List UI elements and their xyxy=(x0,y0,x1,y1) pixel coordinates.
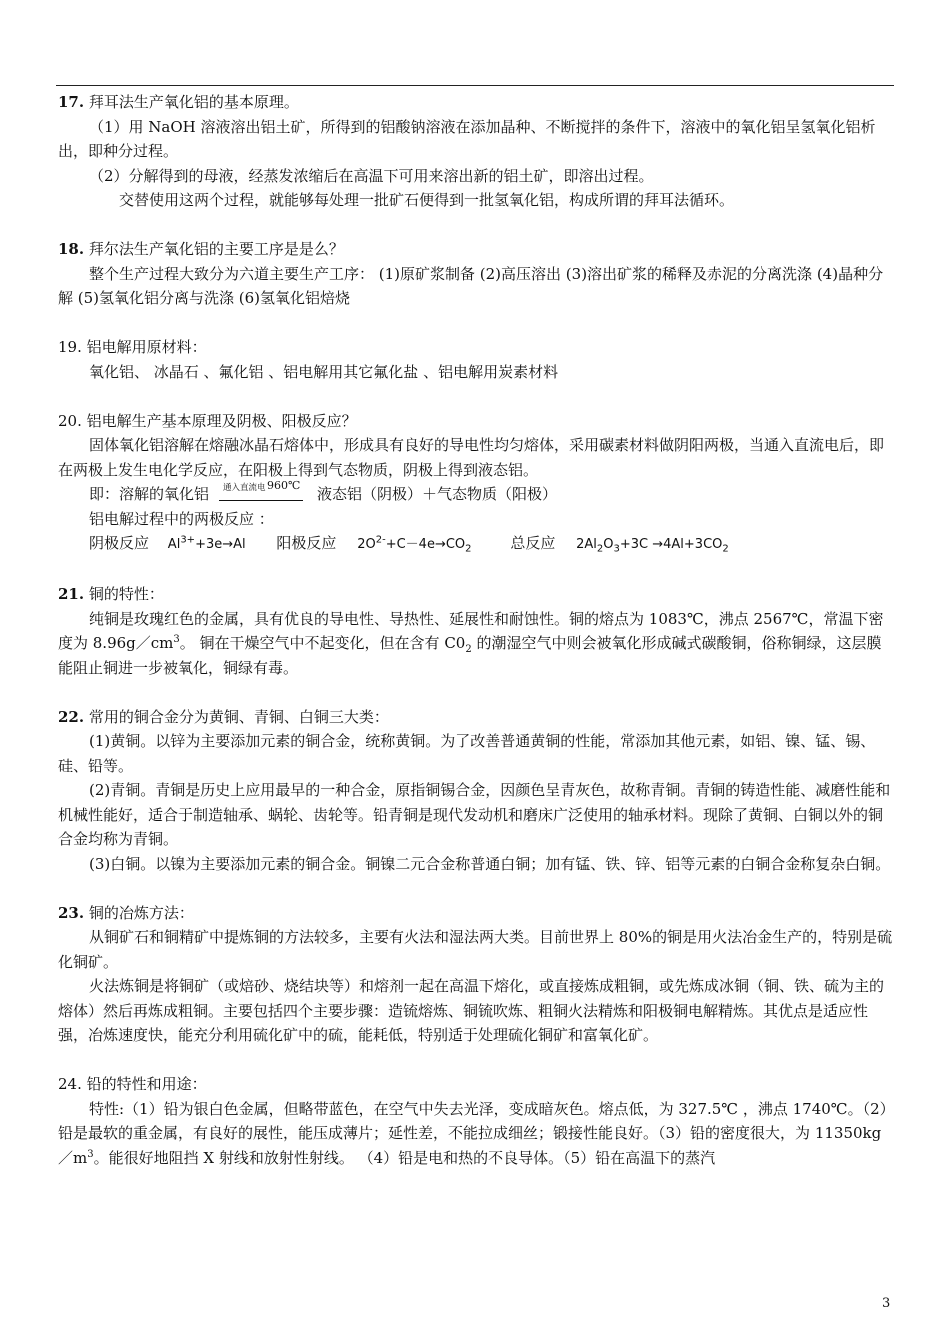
paragraph: 固体氧化铝溶解在熔融冰晶石熔体中，形成具有良好的导电性均匀熔体，采用碳素材料做阴阳两极，当通入直流电后，即在两极上发生电化学反应，在阳极上得到气态物质，阴极上得到液态铝。 xyxy=(58,436,885,479)
section-21 xyxy=(58,582,894,680)
section-number: 23. xyxy=(58,903,85,922)
section-number: 20. xyxy=(58,411,82,430)
section-number: 18. xyxy=(58,240,85,258)
reactions-line xyxy=(58,531,894,558)
section-heading xyxy=(58,1072,894,1097)
paragraph xyxy=(58,607,894,681)
paragraph: 交替使用这两个过程，就能够每处理一批矿石便得到一批氢氧化铝，构成所谓的拜耳法循环。 xyxy=(119,191,735,209)
section-heading xyxy=(58,901,894,926)
cathode-label: 阴极反应 xyxy=(89,534,150,552)
section-heading xyxy=(58,90,894,115)
section-number: 17. xyxy=(58,93,85,111)
section-23 xyxy=(58,901,894,1048)
text-run: 纯铜是玫瑰红色的金属，具有优良的导电性、导热性、延展性和耐蚀性。铜的熔点为 1083℃，沸点 2567℃，常温下密度为 8.96g／cm xyxy=(58,609,884,652)
section-number: 19. xyxy=(58,338,82,356)
section-heading xyxy=(58,705,894,730)
anode-equation: $2O^{2-}+C-4e\to CO_2$ xyxy=(357,534,472,555)
paragraph: 整个生产过程大致分为六道主要生产工序： (1)原矿浆制备 (2)高压溶出 (3)溶出矿浆的稀释及赤泥的分离洗涤 (4)晶种分解 (5)氢氧化铝分离与洗涤 (6)氢氧化铝焙烧 xyxy=(58,264,884,307)
paragraph: （1）用 NaOH 溶液溶出铝土矿，所得到的铝酸钠溶液在添加晶种、不断搅拌的条件下，溶液中的氧化铝呈氢氧化铝析出，即种分过程。 xyxy=(58,117,876,160)
section-19 xyxy=(58,335,894,384)
cathode-equation: $Al^{3+}+3e\to Al$ xyxy=(167,534,246,552)
section-24 xyxy=(58,1072,894,1170)
section-title: 铝电解生产基本原理及阴极、阳极反应？ xyxy=(86,411,357,430)
paragraph: 从铜矿石和铜精矿中提炼铜的方法较多，主要有火法和湿法两大类。目前世界上 80%的铜是用火法冶金生产的，特别是硫化铜矿。 xyxy=(58,928,893,971)
section-title: 铜的特性： xyxy=(88,585,164,603)
total-label: 总反应 xyxy=(510,534,556,552)
paragraph xyxy=(58,1097,894,1171)
arrow-temperature: 960℃ xyxy=(267,479,301,492)
section-title: 铅的特性和用途： xyxy=(86,1075,207,1093)
arrow-condition: 通入直流电 xyxy=(223,483,266,493)
section-number: 24. xyxy=(58,1075,82,1093)
section-number: 21. xyxy=(58,585,85,603)
page-number: 3 xyxy=(882,1296,891,1311)
section-title: 铜的冶炼方法： xyxy=(88,903,194,922)
paragraph: （2）分解得到的母液，经蒸发浓缩后在高温下可用来溶出新的铝土矿，即溶出过程。 xyxy=(89,166,654,185)
superscript: 3 xyxy=(173,634,180,645)
section-title: 拜尔法生产氧化铝的主要工序是是么？ xyxy=(88,240,344,258)
equation-line xyxy=(58,479,894,507)
text-run: 。 铜在干燥空气中不起变化，但在含有 C0 xyxy=(179,634,466,652)
section-heading xyxy=(58,409,894,434)
paragraph: (3)白铜。以镍为主要添加元素的铜合金。铜镍二元合金称普通白铜；加有锰、铁、锌、铝等元素的白铜合金称复杂白铜。 xyxy=(89,854,891,873)
section-20 xyxy=(58,409,894,558)
anode-label: 阳极反应 xyxy=(276,534,337,552)
reaction-arrow xyxy=(219,479,303,501)
paragraph: 火法炼铜是将铜矿（或焙砂、烧结块等）和熔剂一起在高温下熔化，或直接炼成粗铜，或先炼成冰铜（铜、铁、硫为主的熔体）然后再炼成粗铜。主要包括四个主要步骤：造锍熔炼、铜锍吹炼、粗铜火法精炼和阳极铜电解精炼。其优点是适应性强，冶炼速度快，能充分利用硫化矿中的硫，能耗低，特别适于处理硫化铜矿和富氧化矿。 xyxy=(58,977,885,1044)
header-rule xyxy=(56,85,894,86)
paragraph: 氧化铝、 冰晶石 、氟化铝 、铝电解用其它氟化盐 、铝电解用炭素材料 xyxy=(89,362,559,381)
section-22 xyxy=(58,705,894,877)
equation-right: 液态铝（阴极）＋气态物质（阳极） xyxy=(317,485,558,503)
equation-left: 即：溶解的氧化铝 xyxy=(89,485,210,503)
section-title: 拜耳法生产氧化铝的基本原理。 xyxy=(88,93,299,111)
section-heading xyxy=(58,582,894,607)
text-run: 特性:（1）铅为银白色金属，但略带蓝色，在空气中失去光泽，变成暗灰色。熔点低，为 327.5℃ ，沸点 1740℃。（2）铅是最软的重金属，有良好的展性，能压成薄片；延性差，不能拉成细丝；锻接性能良好。（3）铅的密度很大，为 11350kg／m xyxy=(58,1099,888,1167)
subscript: 2 xyxy=(465,644,472,655)
paragraph: (1)黄铜。以锌为主要添加元素的铜合金，统称黄铜。为了改善普通黄铜的性能，常添加其他元素，如铝、镍、锰、锡、硅、铅等。 xyxy=(58,732,876,775)
paragraph: 铝电解过程中的两极反应 ： xyxy=(89,509,274,528)
section-title: 常用的铜合金分为黄铜、青铜、白铜三大类： xyxy=(88,707,389,726)
total-equation: $2Al_2O_3+3C \to 4Al+3CO_2$ xyxy=(576,537,729,555)
text-run: 。能很好地阻挡 X 射线和放射性射线。 （4）铅是电和热的不良导体。（5）铅在高温下的蒸汽 xyxy=(93,1148,716,1167)
section-title: 铝电解用原材料： xyxy=(86,338,207,356)
paragraph: (2)青铜。青铜是历史上应用最早的一种合金，原指铜锡合金，因颜色呈青灰色，故称青铜。青铜的铸造性能、减磨性能和机械性能好，适合于制造轴承、蜗轮、齿轮等。铅青铜是现代发动机和磨床广泛使用的轴承材料。现除了黄铜、白铜以外的铜合金均称为青铜。 xyxy=(58,781,891,848)
section-number: 22. xyxy=(58,707,85,726)
superscript: 3 xyxy=(87,1148,94,1160)
section-heading xyxy=(58,237,894,262)
document-body xyxy=(58,90,894,1195)
section-17 xyxy=(58,90,894,213)
section-heading xyxy=(58,335,894,360)
section-18 xyxy=(58,237,894,311)
text-run: 的潮湿空气中则会被氧化形成碱式碳酸铜，俗称铜绿，这层膜能阻止铜进一步被氧化，铜绿有毒。 xyxy=(58,634,882,677)
